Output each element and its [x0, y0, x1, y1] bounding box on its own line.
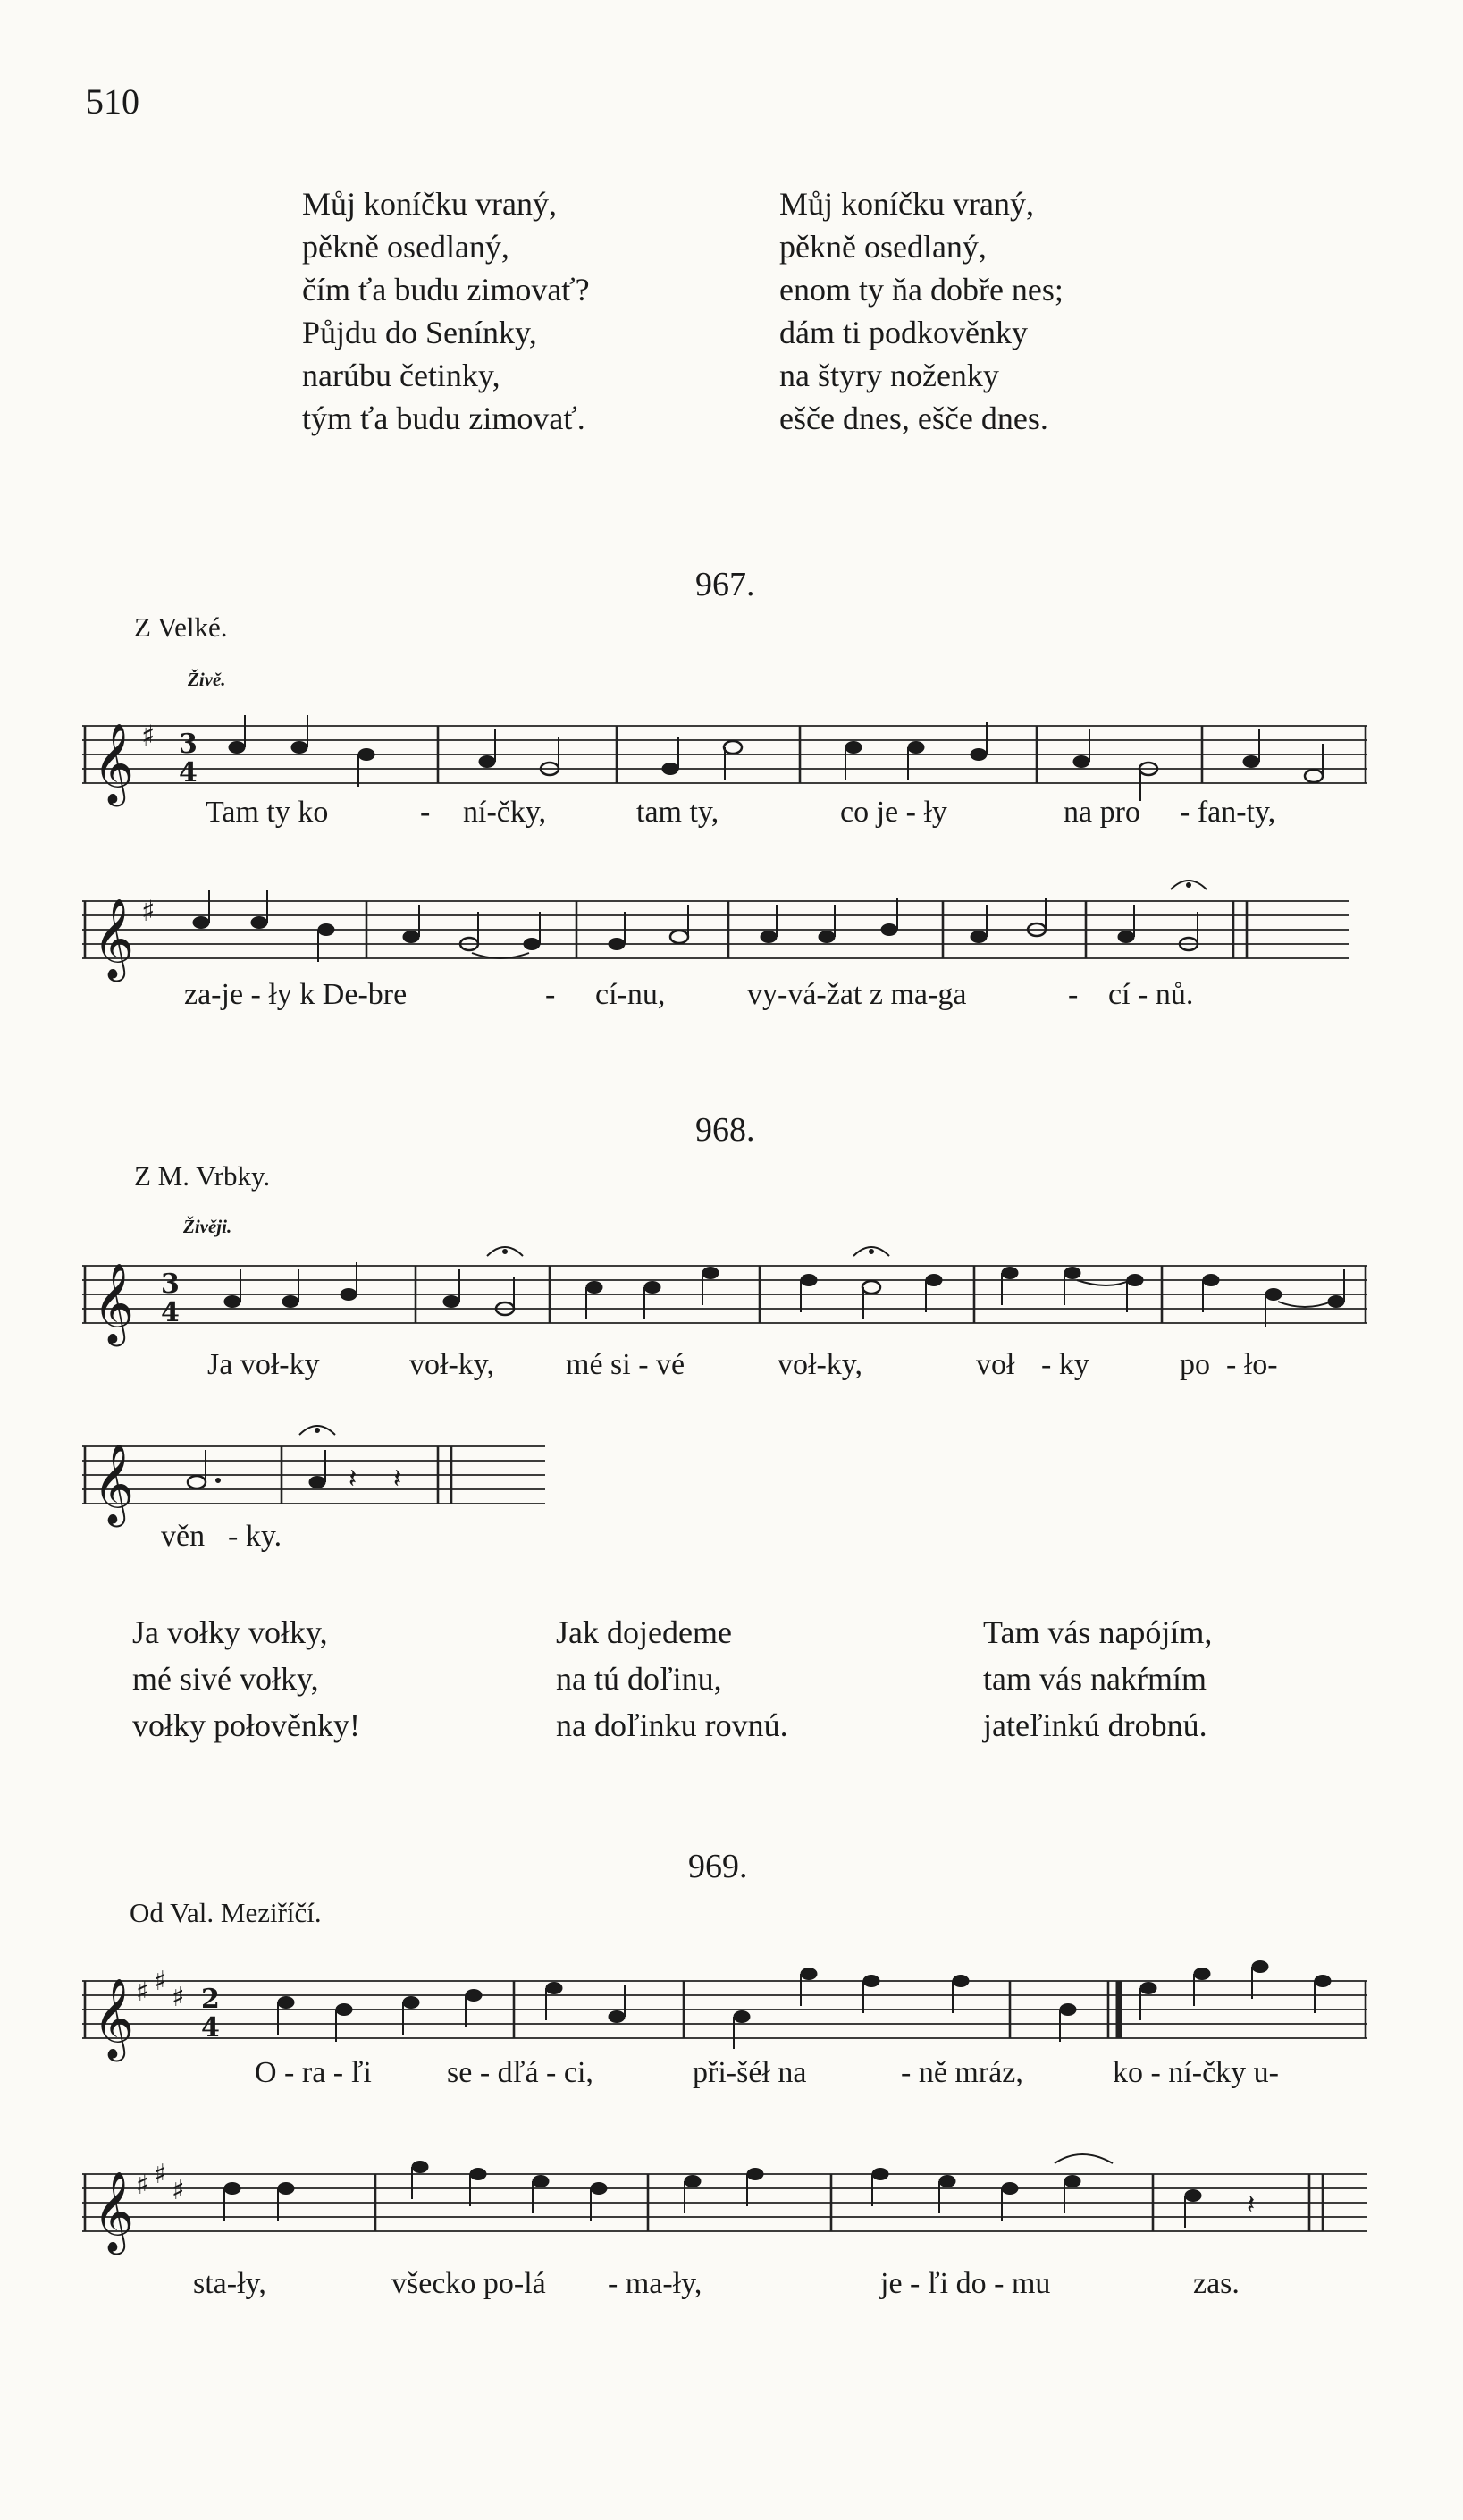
notes — [278, 1961, 1331, 2050]
notes — [188, 1426, 335, 1488]
lyric-syllable: všecko po-lá — [391, 2267, 546, 2300]
time-signature-bottom: 4 — [161, 1297, 180, 1328]
time-signature-bottom: 4 — [179, 757, 198, 788]
treble-clef-icon: 𝄞 — [93, 1978, 135, 2059]
page-number: 510 — [86, 81, 139, 122]
verse-column — [983, 1609, 1212, 1749]
tempo-marking: Živěji. — [183, 1216, 232, 1237]
lyric-syllable: ní-čky, — [463, 796, 547, 829]
treble-clef-icon: 𝄞 — [93, 898, 135, 979]
verse-line: mé sivé vołky, — [132, 1661, 319, 1697]
lyric-syllable: - ma-ły, — [608, 2267, 702, 2300]
lyric-syllable: věn — [161, 1520, 206, 1553]
song-origin: Od Val. Meziříčí. — [130, 1897, 322, 1928]
lyric-syllable: ko - ní-čky u- — [1113, 2056, 1280, 2089]
lyric-syllable: sta-ły, — [193, 2267, 266, 2300]
lyric-syllable: - ně mráz, — [901, 2056, 1023, 2089]
verse-line: jateľinkú drobnú. — [983, 1707, 1207, 1743]
song-origin: Z Velké. — [134, 611, 228, 643]
verse-line: pěkně osedlaný, — [779, 229, 987, 265]
treble-clef-icon: 𝄞 — [93, 723, 135, 804]
lyric-syllable: - — [1068, 978, 1079, 1011]
verse-line: Ja vołky vołky, — [132, 1614, 328, 1650]
notes — [224, 1247, 1344, 1327]
song-origin: Z M. Vrbky. — [134, 1160, 271, 1192]
verse-line: na štyry noženky — [779, 358, 999, 393]
lyrics-line — [0, 1348, 1463, 1387]
sharp-icon: ♯ — [141, 719, 156, 753]
verse-line: Můj koníčku vraný, — [302, 186, 557, 222]
staff-system — [82, 1961, 1367, 2063]
verse-line: na tú doľinu, — [556, 1661, 722, 1697]
verse-line: narúbu četinky, — [302, 358, 500, 393]
time-signature-top: 2 — [201, 1984, 220, 2015]
verse-line: enom ty ňa dobře nes; — [779, 272, 1064, 308]
song-number: 968. — [695, 1111, 755, 1149]
lyric-syllable: je - ľi do - mu — [880, 2267, 1051, 2300]
treble-clef-icon: 𝄞 — [93, 1444, 135, 1524]
sharp-icon: ♯ — [154, 2159, 167, 2190]
lyric-syllable: - — [420, 796, 431, 829]
lyric-syllable: mé si - vé — [566, 1348, 685, 1381]
verse-line: čím ťa budu zimovať? — [302, 272, 590, 308]
staff-system — [82, 1426, 545, 1528]
lyric-syllable: - fan-ty, — [1180, 796, 1276, 829]
lyric-syllable: - — [545, 978, 556, 1011]
lyric-syllable: cí - nů. — [1108, 978, 1194, 1011]
sharp-icon: ♯ — [141, 894, 156, 928]
verse-line: vołky połověnky! — [132, 1707, 360, 1743]
notes — [229, 715, 1323, 801]
verse-column — [132, 1609, 360, 1749]
verse-line: dám ti podkověnky — [779, 315, 1028, 350]
treble-clef-icon: 𝄞 — [93, 1263, 135, 1344]
tempo-marking: Živě. — [188, 669, 226, 690]
treble-clef-icon: 𝄞 — [93, 2171, 135, 2252]
staff-system — [82, 881, 1349, 982]
verse-line: Můj koníčku vraný, — [779, 186, 1034, 222]
lyric-syllable: zas. — [1193, 2267, 1240, 2300]
verse-line: na doľinku rovnú. — [556, 1707, 788, 1743]
staff-system — [82, 715, 1367, 807]
rest-icon: 𝄽 — [393, 1463, 402, 1495]
lyric-syllable: za-je - ły k De-bre — [184, 978, 408, 1011]
lyric-syllable: - ky — [1041, 1348, 1089, 1381]
lyric-syllable: vy-vá-žat z ma-ga — [747, 978, 967, 1011]
time-signature-top: 3 — [161, 1268, 180, 1300]
rest-icon: 𝄽 — [349, 1463, 357, 1495]
lyric-syllable: voł-ky, — [409, 1348, 495, 1381]
lyric-syllable: voł-ky, — [778, 1348, 863, 1381]
lyric-syllable: po — [1180, 1348, 1210, 1381]
lyric-syllable: - ło- — [1226, 1348, 1278, 1381]
verse-line: tým ťa budu zimovať. — [302, 400, 585, 436]
lyrics-line — [0, 978, 1463, 1017]
verse-line: tam vás nakŕmím — [983, 1661, 1207, 1697]
staff-system — [82, 2154, 1367, 2255]
lyric-syllable: při-šéł na — [693, 2056, 807, 2089]
sharp-icon: ♯ — [172, 2175, 185, 2206]
sharp-icon: ♯ — [154, 1966, 167, 1997]
lyric-syllable: na pro — [1064, 796, 1140, 829]
sharp-icon: ♯ — [136, 1976, 149, 2008]
lyric-syllable: voł — [976, 1348, 1015, 1381]
lyric-syllable: O - ra - ľi — [255, 2056, 372, 2089]
lyrics-line — [0, 2267, 1463, 2306]
time-signature-top: 3 — [179, 729, 198, 760]
song-number: 967. — [695, 566, 755, 603]
verse-line: ešče dnes, ešče dnes. — [779, 400, 1048, 436]
lyrics-line — [0, 1520, 1463, 1559]
song-number: 969. — [688, 1848, 748, 1885]
lyric-syllable: - ky. — [228, 1520, 282, 1553]
verse-line: Jak dojedeme — [556, 1614, 732, 1650]
staff-system — [82, 1247, 1367, 1347]
verse-line: Půjdu do Senínky, — [302, 315, 537, 350]
sharp-icon: ♯ — [136, 2170, 149, 2201]
lyric-syllable: cí-nu, — [595, 978, 666, 1011]
lyric-syllable: Tam ty ko — [206, 796, 329, 829]
lyrics-line — [0, 2056, 1463, 2095]
lyric-syllable: co je - ły — [840, 796, 947, 829]
time-signature-bottom: 4 — [201, 2012, 220, 2044]
lyric-syllable: Ja voł-ky — [207, 1348, 320, 1381]
lyric-syllable: se - dľá - ci, — [447, 2056, 593, 2089]
sharp-icon: ♯ — [172, 1982, 185, 2013]
verse-column — [556, 1609, 788, 1749]
verse-line: Tam vás napójím, — [983, 1614, 1213, 1650]
lyric-syllable: tam ty, — [636, 796, 719, 829]
verse-line: pěkně osedlaný, — [302, 229, 509, 265]
notes — [193, 881, 1207, 962]
rest-icon: 𝄽 — [1247, 2189, 1256, 2221]
lyrics-line — [0, 796, 1463, 835]
